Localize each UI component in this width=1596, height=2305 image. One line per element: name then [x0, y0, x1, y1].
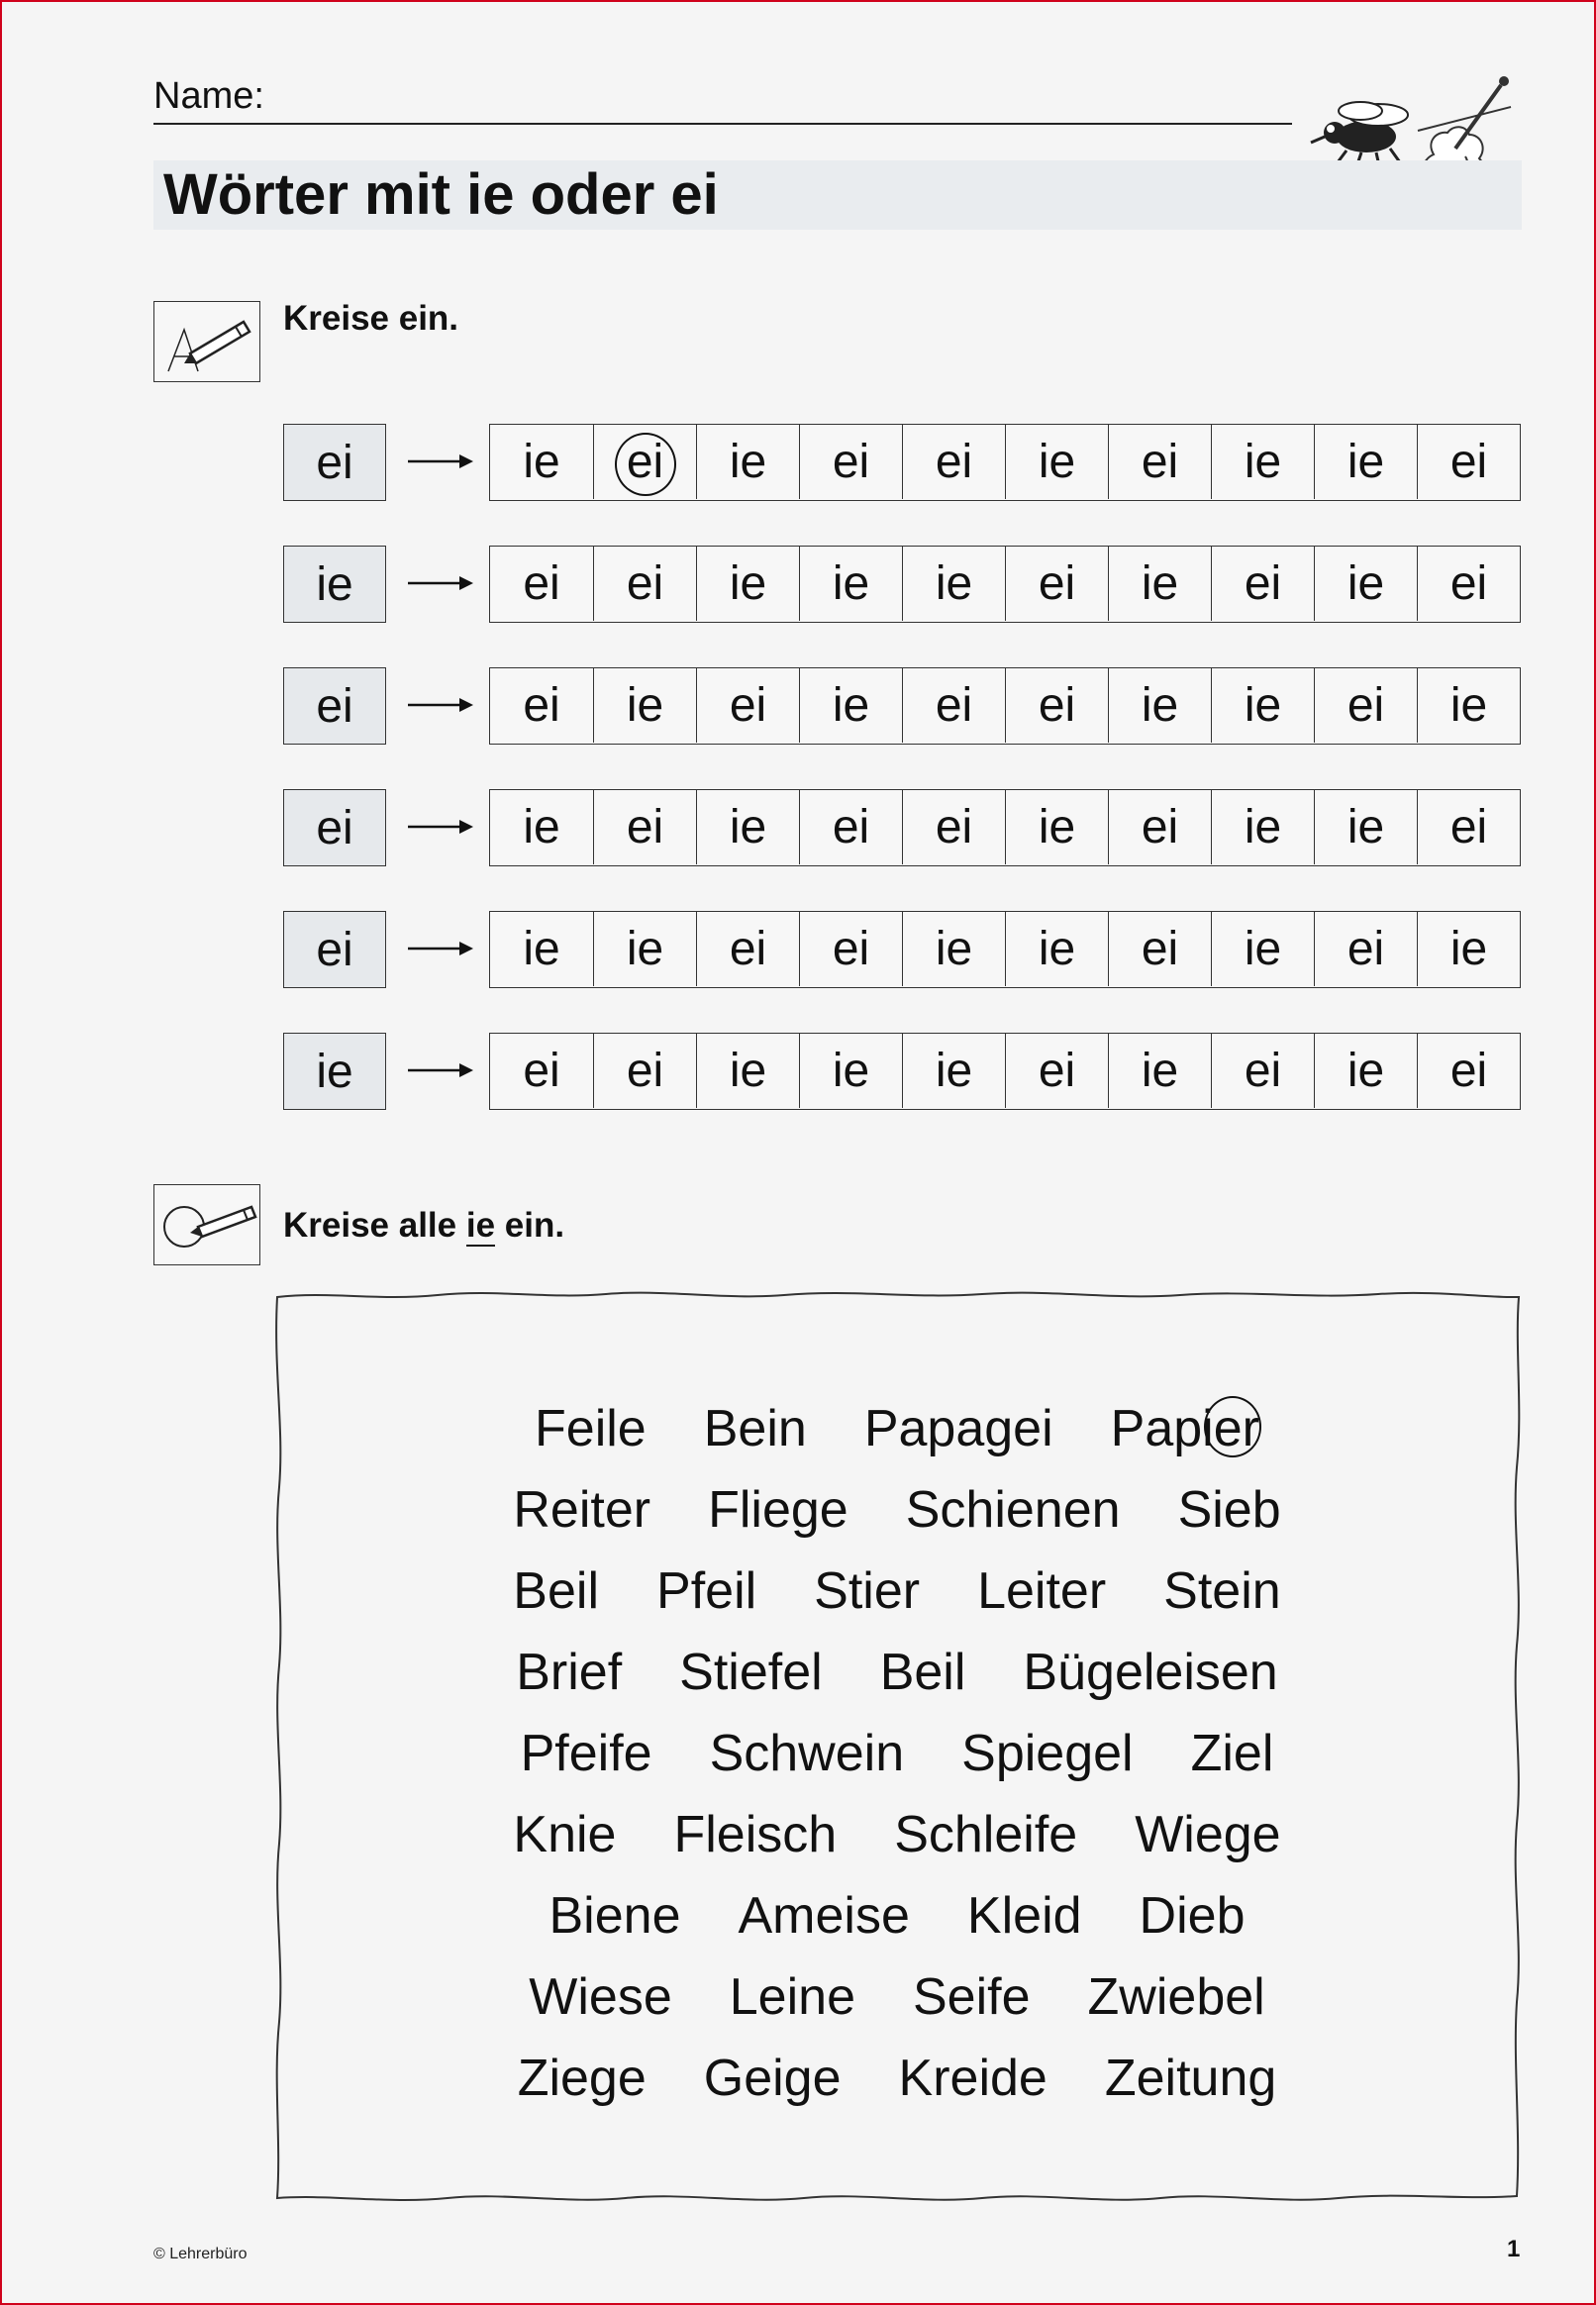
word[interactable]: Brief: [516, 1644, 623, 1701]
letter-cell[interactable]: ei: [593, 547, 696, 621]
example-circle-mark: [1204, 1396, 1261, 1457]
letter-cell[interactable]: ie: [1417, 668, 1520, 743]
word[interactable]: Ziel: [1190, 1725, 1274, 1782]
letter-cell[interactable]: ie: [799, 547, 902, 621]
letter-cell[interactable]: ie: [1108, 668, 1211, 743]
letter-cell[interactable]: ie: [1211, 790, 1314, 864]
arrow-right-icon: [406, 937, 475, 965]
letter-cell[interactable]: ei: [1005, 547, 1108, 621]
word[interactable]: Stein: [1163, 1562, 1281, 1620]
letter-cell[interactable]: ie: [902, 547, 1005, 621]
word[interactable]: Fleisch: [673, 1806, 838, 1863]
letter-cell[interactable]: ie: [1211, 912, 1314, 986]
letter-cell[interactable]: ei: [523, 1045, 560, 1097]
word[interactable]: Ameise: [738, 1887, 910, 1945]
letter-cell[interactable]: ei: [902, 668, 1005, 743]
letter-cell[interactable]: ei: [1005, 668, 1108, 743]
letter-cell[interactable]: ei: [593, 1034, 696, 1108]
letter-cell[interactable]: ei: [593, 790, 696, 864]
word[interactable]: Schleife: [894, 1806, 1078, 1863]
word[interactable]: Pfeife: [520, 1725, 652, 1782]
target-letters: ie: [283, 546, 386, 623]
letter-cell[interactable]: ie: [593, 668, 696, 743]
letter-cell[interactable]: ie: [1314, 1034, 1417, 1108]
word-line: [269, 1956, 1525, 2038]
letter-cell[interactable]: ei: [902, 425, 1005, 499]
word[interactable]: Leiter: [977, 1562, 1107, 1620]
letter-cell[interactable]: ei: [696, 912, 799, 986]
word[interactable]: Schienen: [905, 1481, 1121, 1539]
letter-cell[interactable]: ei: [1314, 668, 1417, 743]
letter-cell[interactable]: ie: [1211, 668, 1314, 743]
word[interactable]: Zeitung: [1104, 2050, 1277, 2107]
letter-cell[interactable]: ei: [1417, 1034, 1520, 1108]
pencil-circle-icon: [153, 1184, 260, 1265]
word[interactable]: Bein: [703, 1400, 807, 1457]
letter-cell[interactable]: ie: [523, 923, 560, 975]
letter-cells: [489, 1033, 1521, 1110]
letter-cell[interactable]: ei: [1108, 912, 1211, 986]
word[interactable]: Knie: [513, 1806, 617, 1863]
word[interactable]: Fliege: [708, 1481, 848, 1539]
letter-cell[interactable]: ei: [1211, 1034, 1314, 1108]
letter-cell[interactable]: ie: [799, 668, 902, 743]
letter-cell[interactable]: ie: [593, 912, 696, 986]
word-line: [269, 1388, 1525, 1469]
letter-cell[interactable]: ie: [523, 436, 560, 488]
letter-cell[interactable]: ei: [799, 425, 902, 499]
letter-cell[interactable]: ie: [523, 801, 560, 853]
target-letters: ei: [283, 911, 386, 988]
word[interactable]: Papier: [1110, 1400, 1259, 1457]
letter-cell[interactable]: ie: [1417, 912, 1520, 986]
target-letters: ei: [283, 789, 386, 866]
letter-cell[interactable]: ei: [1108, 790, 1211, 864]
letter-cell[interactable]: ei: [902, 790, 1005, 864]
word[interactable]: Seife: [913, 1968, 1031, 2026]
name-line[interactable]: [153, 123, 1292, 125]
word[interactable]: Kleid: [966, 1887, 1082, 1945]
letter-cell[interactable]: ie: [1005, 425, 1108, 499]
word[interactable]: Bügeleisen: [1023, 1644, 1278, 1701]
letter-cell[interactable]: ei: [1417, 790, 1520, 864]
arrow-right-icon: [406, 815, 475, 844]
letter-cells: [489, 424, 1521, 501]
task2-instruction-after: ein.: [504, 1206, 565, 1245]
word[interactable]: Wiese: [529, 1968, 672, 2026]
word-line: [269, 1632, 1525, 1713]
word-line: [269, 1469, 1525, 1551]
letter-cell[interactable]: ie: [799, 1034, 902, 1108]
word-line: [269, 1875, 1525, 1956]
letter-cell[interactable]: ei: [799, 912, 902, 986]
word[interactable]: Stier: [814, 1562, 921, 1620]
target-letters: ie: [283, 1033, 386, 1110]
letter-cell[interactable]: ie: [1314, 547, 1417, 621]
letter-cell[interactable]: ie: [696, 790, 799, 864]
word[interactable]: Feile: [535, 1400, 647, 1457]
letter-cell[interactable]: ie: [696, 547, 799, 621]
letter-cell[interactable]: ie: [902, 912, 1005, 986]
word[interactable]: Ziege: [517, 2050, 647, 2107]
page-number: 1: [1507, 2236, 1521, 2262]
arrow-right-icon: [406, 571, 475, 600]
letter-cell[interactable]: ei: [696, 668, 799, 743]
letter-cells: [489, 911, 1521, 988]
title-band: [153, 160, 1522, 230]
word[interactable]: Papagei: [863, 1400, 1053, 1457]
target-letters: ei: [283, 667, 386, 745]
word[interactable]: Schwein: [709, 1725, 905, 1782]
task2-instruction: [283, 1206, 564, 1246]
letter-cell[interactable]: ei: [1314, 912, 1417, 986]
word[interactable]: Zwiebel: [1087, 1968, 1265, 2026]
arrow-right-icon: [406, 1058, 475, 1087]
word[interactable]: Leine: [729, 1968, 855, 2026]
letter-cell[interactable]: ie: [902, 1034, 1005, 1108]
letter-cell[interactable]: ei: [1005, 1034, 1108, 1108]
letter-cell[interactable]: ie: [1108, 1034, 1211, 1108]
letter-cell[interactable]: ei: [593, 425, 696, 499]
letter-cell[interactable]: ei: [1108, 425, 1211, 499]
letter-cell[interactable]: ie: [696, 1034, 799, 1108]
word[interactable]: Biene: [549, 1887, 681, 1945]
word-lines: [269, 1388, 1525, 2119]
task1-instruction: Kreise ein.: [283, 299, 459, 338]
word[interactable]: Wiege: [1135, 1806, 1281, 1863]
word[interactable]: Sieb: [1177, 1481, 1281, 1539]
letter-cell[interactable]: ie: [1314, 790, 1417, 864]
arrow-right-icon: [406, 450, 475, 478]
word-line: [269, 2038, 1525, 2119]
page-title: Wörter mit ie oder ei: [163, 162, 719, 227]
letter-cell[interactable]: ie: [1005, 912, 1108, 986]
arrow-right-icon: [406, 693, 475, 722]
letter-cells: [489, 667, 1521, 745]
letter-cell[interactable]: ei: [1417, 425, 1520, 499]
word[interactable]: Dieb: [1139, 1887, 1246, 1945]
letter-cells: [489, 789, 1521, 866]
word[interactable]: Pfeil: [656, 1562, 757, 1620]
letter-cell[interactable]: ei: [523, 679, 560, 732]
letter-cells: [489, 546, 1521, 623]
letter-cell[interactable]: ei: [1417, 547, 1520, 621]
letter-cell[interactable]: ei: [523, 557, 560, 610]
letter-cell[interactable]: ie: [1211, 425, 1314, 499]
word[interactable]: Kreide: [898, 2050, 1047, 2107]
copyright: © Lehrerbüro: [153, 2246, 248, 2262]
target-letters: ei: [283, 424, 386, 501]
task2-instruction-underlined: ie: [465, 1206, 496, 1245]
word[interactable]: Stiefel: [679, 1644, 823, 1701]
word[interactable]: Reiter: [513, 1481, 651, 1539]
pencil-writing-icon: [153, 301, 260, 382]
letter-cell[interactable]: ie: [1005, 790, 1108, 864]
word-line: [269, 1551, 1525, 1632]
name-label: Name:: [153, 75, 264, 117]
word[interactable]: Spiegel: [961, 1725, 1134, 1782]
letter-cell[interactable]: ei: [799, 790, 902, 864]
word[interactable]: Beil: [513, 1562, 600, 1620]
letter-cell[interactable]: ei: [1211, 547, 1314, 621]
word[interactable]: Geige: [703, 2050, 842, 2107]
letter-cell[interactable]: ie: [696, 425, 799, 499]
word-line: [269, 1794, 1525, 1875]
task2-instruction-before: Kreise alle: [283, 1206, 457, 1245]
word-line: [269, 1713, 1525, 1794]
letter-cell[interactable]: ie: [1108, 547, 1211, 621]
word[interactable]: Beil: [879, 1644, 966, 1701]
letter-cell[interactable]: ie: [1314, 425, 1417, 499]
name-row: [153, 71, 1292, 127]
